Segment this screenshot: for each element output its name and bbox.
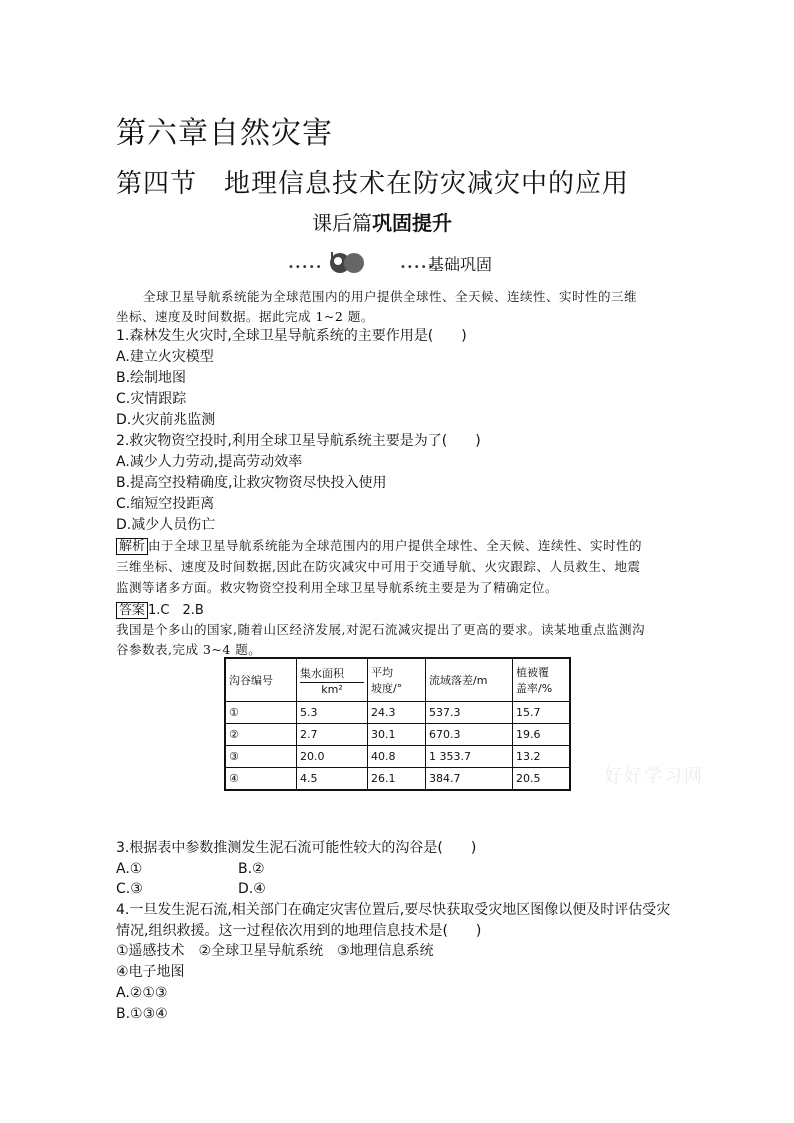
cell: ④ bbox=[225, 768, 297, 791]
header-area-label: 集水面积 bbox=[300, 665, 364, 683]
dots-left: ••••• bbox=[288, 262, 323, 273]
header-slope-line1: 平均 bbox=[371, 666, 393, 679]
q3-option-b: B.② bbox=[238, 861, 265, 877]
cell: 19.6 bbox=[513, 724, 571, 746]
cell: 15.7 bbox=[513, 702, 571, 724]
subtitle bbox=[312, 207, 452, 236]
header-veg-line1: 植被覆 bbox=[516, 666, 549, 679]
answer-text: 1.C 2.B bbox=[148, 603, 204, 618]
q1-option-d: D.火灾前兆监测 bbox=[116, 412, 216, 428]
q1-option-c: C.灾情跟踪 bbox=[116, 391, 187, 407]
cell: 4.5 bbox=[297, 768, 368, 791]
table-header-row bbox=[225, 658, 570, 702]
header-vegetation bbox=[513, 658, 571, 702]
cell: ① bbox=[225, 702, 297, 724]
cell: 40.8 bbox=[368, 746, 426, 768]
q2-stem: 2.救灾物资空投时,利用全球卫星导航系统主要是为了( ) bbox=[116, 433, 481, 449]
intro1-line1: 全球卫星导航系统能为全球范围内的用户提供全球性、全天候、连续性、实时性的三维 bbox=[143, 289, 638, 304]
analysis-line2: 三维坐标、速度及时间数据,因此在防灾减灾中可用于交通导航、火灾跟踪、人员救生、地震 bbox=[116, 559, 641, 574]
cell: 2.7 bbox=[297, 724, 368, 746]
analysis-line3: 监测等诸多方面。救灾物资空投利用全球卫星导航系统主要是为了精确定位。 bbox=[116, 580, 559, 595]
chapter-title: 第六章自然灾害 bbox=[116, 116, 333, 151]
analysis-text-1: 由于全球卫星导航系统能为全球范围内的用户提供全球性、全天候、连续性、实时性的 bbox=[148, 538, 643, 553]
q3-option-d: D.④ bbox=[238, 881, 266, 897]
gully-parameter-table bbox=[224, 657, 571, 791]
header-catchment-area bbox=[297, 658, 368, 702]
dots-right: ••••• bbox=[400, 262, 435, 273]
q2-option-a: A.减少人力劳动,提高劳动效率 bbox=[116, 454, 303, 470]
analysis-tag: 解析 bbox=[116, 538, 148, 555]
header-gully-id: 沟谷编号 bbox=[225, 658, 297, 702]
table-row bbox=[225, 768, 570, 791]
header-slope bbox=[368, 658, 426, 702]
basic-section-header bbox=[288, 249, 518, 277]
header-veg-line2: 盖率/% bbox=[516, 682, 553, 695]
cell: 5.3 bbox=[297, 702, 368, 724]
q2-option-b: B.提高空投精确度,让救灾物资尽快投入使用 bbox=[116, 475, 387, 491]
cell: 537.3 bbox=[426, 702, 513, 724]
cell: 1 353.7 bbox=[426, 746, 513, 768]
intro1-line2: 坐标、速度及时间数据。据此完成 1~2 题。 bbox=[116, 309, 374, 324]
cell: 670.3 bbox=[426, 724, 513, 746]
q4-stem-line2: 情况,组织救援。这一过程依次用到的地理信息技术是( ) bbox=[116, 923, 482, 939]
section-title: 第四节 地理信息技术在防灾减灾中的应用 bbox=[116, 169, 630, 199]
analysis-line1 bbox=[116, 535, 642, 554]
cell: 384.7 bbox=[426, 768, 513, 791]
cell: 20.5 bbox=[513, 768, 571, 791]
cell: ② bbox=[225, 724, 297, 746]
q3-stem: 3.根据表中参数推测发生泥石流可能性较大的沟谷是( ) bbox=[116, 840, 477, 856]
cell: 26.1 bbox=[368, 768, 426, 791]
q2-option-d: D.减少人员伤亡 bbox=[116, 517, 216, 533]
q4-items-line1: ①遥感技术 ②全球卫星导航系统 ③地理信息系统 bbox=[116, 943, 434, 959]
answer-tag: 答案 bbox=[116, 602, 148, 619]
header-slope-line2: 坡度/° bbox=[371, 682, 403, 695]
subtitle-bold: 巩固提升 bbox=[372, 211, 452, 235]
table-row bbox=[225, 724, 570, 746]
header-drop: 流域落差/m bbox=[426, 658, 513, 702]
header-area-unit: km² bbox=[321, 682, 343, 696]
intro2-line1: 我国是个多山的国家,随着山区经济发展,对泥石流减灾提出了更高的要求。读某地重点监测沟 bbox=[116, 622, 645, 637]
subtitle-prefix: 课后篇 bbox=[312, 211, 372, 235]
q4-items-line2: ④电子地图 bbox=[116, 964, 185, 980]
watermark: 好好学习网 bbox=[604, 766, 704, 787]
q1-option-a: A.建立火灾模型 bbox=[116, 349, 214, 365]
answer-line bbox=[116, 599, 204, 618]
cell: 30.1 bbox=[368, 724, 426, 746]
q4-stem-line1: 4.一旦发生泥石流,相关部门在确定灾害位置后,要尽快获取受灾地区图像以便及时评估受灾 bbox=[116, 902, 671, 918]
table-row bbox=[225, 702, 570, 724]
cell: 13.2 bbox=[513, 746, 571, 768]
q4-option-b: B.①③④ bbox=[116, 1006, 168, 1022]
q3-option-a: A.① bbox=[116, 861, 143, 877]
table-row bbox=[225, 746, 570, 768]
cell: 24.3 bbox=[368, 702, 426, 724]
intro2-line2: 谷参数表,完成 3~4 题。 bbox=[116, 642, 262, 657]
cell: ③ bbox=[225, 746, 297, 768]
q3-option-c: C.③ bbox=[116, 881, 143, 897]
basic-label: 基础巩固 bbox=[428, 255, 493, 274]
q4-option-a: A.②①③ bbox=[116, 985, 168, 1001]
q1-option-b: B.绘制地图 bbox=[116, 370, 187, 386]
q1-stem: 1.森林发生火灾时,全球卫星导航系统的主要作用是( ) bbox=[116, 328, 467, 344]
cell: 20.0 bbox=[297, 746, 368, 768]
mascot-icon bbox=[326, 251, 370, 275]
q2-option-c: C.缩短空投距离 bbox=[116, 496, 215, 512]
